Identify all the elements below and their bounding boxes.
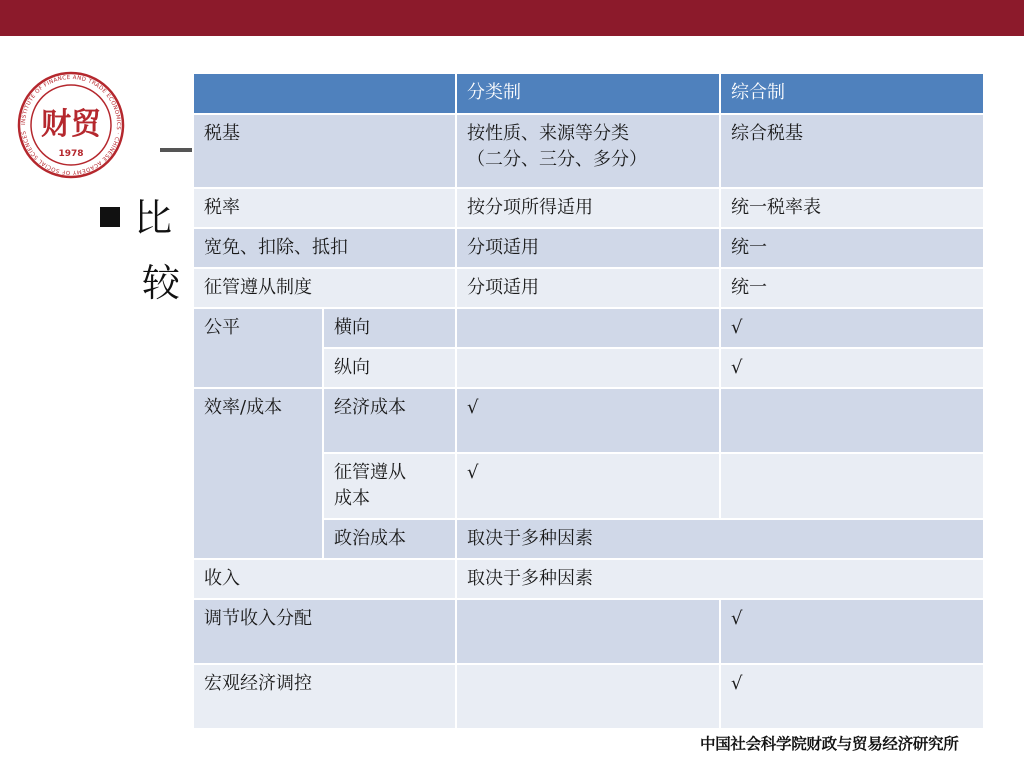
header-comprehensive: 综合制: [720, 73, 984, 114]
merged-cell: 取决于多种因素: [456, 559, 984, 599]
cell-comprehensive: [720, 388, 984, 453]
row-label: 税基: [193, 114, 456, 188]
cell-line: 按性质、来源等分类: [467, 123, 629, 144]
cell-classified: [456, 114, 720, 188]
cell-classified: [456, 664, 720, 729]
cell-comprehensive: √: [720, 348, 984, 388]
sub-label: 经济成本: [323, 388, 456, 453]
bullet-text-char-2: 较: [142, 261, 181, 305]
title-dash: [160, 148, 194, 152]
header-classified: 分类制: [456, 73, 720, 114]
cell-classified: [456, 599, 720, 664]
institute-logo: [16, 70, 126, 180]
row-tax-rate: [193, 188, 984, 228]
merged-cell: 取决于多种因素: [456, 519, 984, 559]
sub-label: 纵向: [323, 348, 456, 388]
cell-classified: √: [456, 453, 720, 519]
cell-comprehensive: 综合税基: [720, 114, 984, 188]
logo-ring-text: INSTITUTE OF FINANCE AND TRADE ECONOMICS · CHINESE ACADEMY OF SOCIAL SCIENCES: [20, 74, 122, 176]
row-revenue: [193, 559, 984, 599]
footer-institution-name: 中国社会科学院财政与贸易经济研究所: [700, 735, 959, 753]
row-tax-base: [193, 114, 984, 188]
bullet-square-icon: [100, 207, 120, 227]
cell-classified: √: [456, 388, 720, 453]
cell-classified: 按分项所得适用: [456, 188, 720, 228]
cell-comprehensive: 统一税率表: [720, 188, 984, 228]
row-label: 宏观经济调控: [193, 664, 456, 729]
group-label-fairness: 公平: [193, 308, 323, 388]
row-fairness-horizontal: [193, 308, 984, 348]
row-efficiency-economic: [193, 388, 984, 453]
row-label: 征管遵从制度: [193, 268, 456, 308]
row-compliance: [193, 268, 984, 308]
cell-classified: 分项适用: [456, 268, 720, 308]
cell-classified: [456, 308, 720, 348]
cell-comprehensive: √: [720, 308, 984, 348]
cell-classified: [456, 348, 720, 388]
row-distribution: [193, 599, 984, 664]
sub-label: [323, 453, 456, 519]
cell-comprehensive: √: [720, 664, 984, 729]
top-brand-bar: [0, 0, 1024, 36]
logo-year: 1978: [58, 149, 84, 159]
header-row: [193, 73, 984, 114]
row-label: 税率: [193, 188, 456, 228]
row-label: 调节收入分配: [193, 599, 456, 664]
sub-label-line: 征管遵从: [334, 462, 406, 483]
logo-glyph: 财贸: [41, 107, 101, 142]
cell-comprehensive: √: [720, 599, 984, 664]
sub-label: 横向: [323, 308, 456, 348]
cell-comprehensive: 统一: [720, 228, 984, 268]
row-exemption: [193, 228, 984, 268]
sub-label-line: 成本: [334, 488, 370, 509]
cell-comprehensive: [720, 453, 984, 519]
cell-comprehensive: 统一: [720, 268, 984, 308]
bullet-text-char-1: 比: [134, 196, 173, 240]
row-label: 宽免、扣除、抵扣: [193, 228, 456, 268]
cell-line: （二分、三分、多分）: [467, 149, 647, 170]
comparison-table: [192, 72, 985, 730]
sub-label: 政治成本: [323, 519, 456, 559]
cell-classified: 分项适用: [456, 228, 720, 268]
row-label: 收入: [193, 559, 456, 599]
group-label-efficiency: 效率/成本: [193, 388, 323, 559]
header-blank: [193, 73, 456, 114]
row-macro: [193, 664, 984, 729]
